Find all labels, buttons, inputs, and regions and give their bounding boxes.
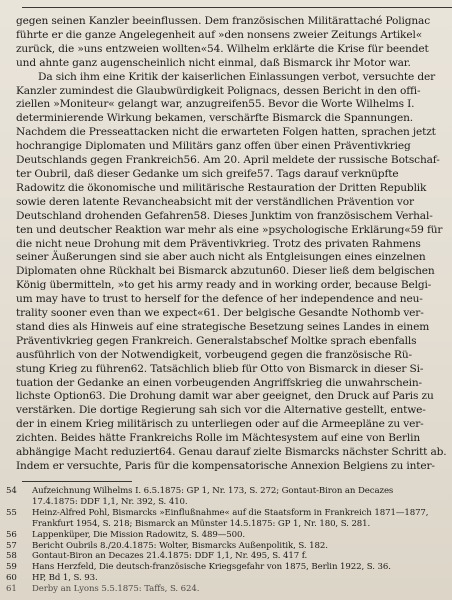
text-line: gegen seinen Kanzler beeinflussen. Dem französischen Militärattaché Polignac [16, 15, 430, 27]
text-line: stand dies als Hinweis auf eine strategische Besetzung seines Landes in einem [16, 320, 430, 333]
footnote-number: 57 [6, 540, 17, 551]
text-line: verstärken. Die dortige Regierung sah sich vor die Alternative gestellt, entwe- [16, 404, 426, 417]
text-line: determinierende Wirkung bekamen, verschärfte Bismarck die Spannungen. [16, 112, 413, 125]
text-line: ziellen »Moniteur« gelangt war, anzugreifen55. Bevor die Worte Wilhelms I. [16, 98, 415, 111]
footnote-number: 54 [6, 486, 17, 496]
footnote-number: 56 [6, 529, 17, 540]
text-line: Da sich ihm eine Kritik der kaiserlichen Einlassungen verbot, versuchte der [38, 70, 436, 83]
text-line: zichten. Beides hätte Frankreichs Rolle im Mächtesystem auf eine von Berlin [16, 432, 421, 445]
text-line: König übermitteln, »to get his army ready and in working order, because Belgi- [16, 279, 432, 292]
footnote [6, 562, 452, 573]
text-line: zurück, die »uns entzweien wollten«54. Wilhelm erklärte die Krise für beendet [16, 42, 429, 55]
footnote-text-continuation: 17.4.1875: DDF 1,1, Nr. 392, S. 410. [32, 496, 188, 507]
footnote-text: Bericht Oubrils 8./20.4.1875: Wolter, Bismarcks Außenpolitik, S. 182. [32, 540, 328, 551]
text-line: Radowitz die ökonomische und militärische Restauration der Dritten Republik [16, 181, 427, 194]
text-line: stung Krieg zu führen62. Tatsächlich blieb für Otto von Bismarck in dieser Si- [16, 362, 424, 375]
text-line: hochrangige Diplomaten und Militärs ganz offen über einen Präventivkrieg [16, 140, 411, 153]
footnote-text: Hans Herzfeld, Die deutsch-französische Kriegsgefahr von 1875, Berlin 1922, S. 36. [32, 562, 391, 573]
text-line: um may have to trust to herself for the defence of her independence and neu- [16, 293, 423, 306]
footnote [6, 541, 452, 552]
text-line: Nachdem die Presseattacken nicht die erwarteten Folgen hatten, sprachen jetzt [16, 126, 436, 139]
text-line: Präventivkrieg gegen Frankreich. Generalstabschef Moltke sprach ebenfalls [16, 334, 417, 347]
footnote [6, 584, 452, 595]
footnote-text: Gontaut-Biron an Decazes 21.4.1875: DDF 1,1, Nr. 495, S. 417 f. [32, 551, 308, 562]
footnote-text: Heinz-Alfred Pohl, Bismarcks »Einflußnahme« auf die Staatsform in Frankreich 1871—1877, [32, 507, 429, 518]
text-line: Kanzler zumindest die Glaubwürdigkeit Polignacs, dessen Bericht in den offi- [16, 84, 421, 97]
text-line: Deutschland drohenden Gefahren58. Dieses Junktim von französischem Verhal- [16, 209, 433, 222]
footnote [6, 573, 452, 584]
text-line: die nicht neue Drohung mit dem Präventivkrieg. Trotz des privaten Rahmens [16, 237, 421, 250]
header-rule [22, 7, 452, 8]
footnote-number: 58 [6, 551, 17, 562]
text-line: und ahnte ganz augenscheinlich nicht einmal, daß Bismarck ihr Motor war. [16, 56, 411, 69]
text-line: der in einem Krieg militärisch zu unterliegen oder auf die Armeepläne zu ver- [16, 418, 424, 431]
text-line: trality sooner even than we expect«61. Der belgische Gesandte Nothomb ver- [16, 307, 424, 320]
text-line: ausführlich von der Notwendigkeit, vorbeugend gegen die französische Rü- [16, 348, 412, 361]
text-line: führte er die ganze Angelegenheit auf »den nonsens zweier Zeitungs Artikel« [16, 28, 423, 41]
footnote-number: 59 [6, 562, 17, 573]
footnote-text: HP, Bd 1, S. 93. [32, 573, 98, 584]
footnote-text-continuation: Frankfurt 1954, S. 218; Bismarck an Münster 14.5.1875: GP 1, Nr. 180, S. 281. [32, 518, 371, 529]
text-line: Diplomaten ohne Rückhalt bei Bismarck abzutun60. Dieser ließ dem belgischen [16, 265, 435, 278]
footnotes-block [6, 486, 452, 595]
footnote [6, 551, 452, 562]
footnote [6, 530, 452, 541]
footnote [6, 508, 452, 519]
footnote-separator [22, 481, 132, 482]
text-line: Deutschlands gegen Frankreich56. Am 20. April meldete der russische Botschaf- [16, 154, 440, 167]
text-line: seiner Äußerungen sind sie aber auch nicht als Entgleisungen eines einzelnen [16, 251, 426, 264]
text-line: lichste Option63. Die Drohung damit war aber geeignet, den Druck auf Paris zu [16, 390, 434, 403]
text-line: Indem er versuchte, Paris für die kompensatorische Annexion Belgiens zu inter- [16, 460, 435, 472]
footnote-number: 55 [6, 507, 17, 518]
footnote [6, 486, 452, 497]
text-line: abhängige Macht reduziert64. Genau darauf zielte Bismarcks nächster Schritt ab. [16, 446, 447, 459]
text-line: ten und deutscher Reaktion war mehr als eine »psychologische Erklärung«59 für [16, 223, 443, 236]
footnote-text: Aufzeichnung Wilhelms I. 6.5.1875: GP 1, Nr. 173, S. 272; Gontaut-Biron an Decazes [32, 486, 394, 496]
main-text-block [16, 15, 452, 474]
text-line: ter Oubril, daß dieser Gedanke um sich greife57. Tags darauf verknüpfte [16, 167, 399, 180]
text-line: sowie deren latente Revancheabsicht mit der verständlichen Prävention vor [16, 195, 414, 208]
footnote-number: 60 [6, 573, 17, 584]
footnote-text: Derby an Lyons 5.5.1875: Taffs, S. 624. [32, 584, 200, 595]
footnote-text: Lappenküper, Die Mission Radowitz, S. 489—500. [32, 529, 246, 540]
footnote-number: 61 [6, 584, 17, 595]
text-line: tuation der Gedanke an einen vorbeugenden Angriffskrieg die unwahrschein- [16, 376, 422, 389]
